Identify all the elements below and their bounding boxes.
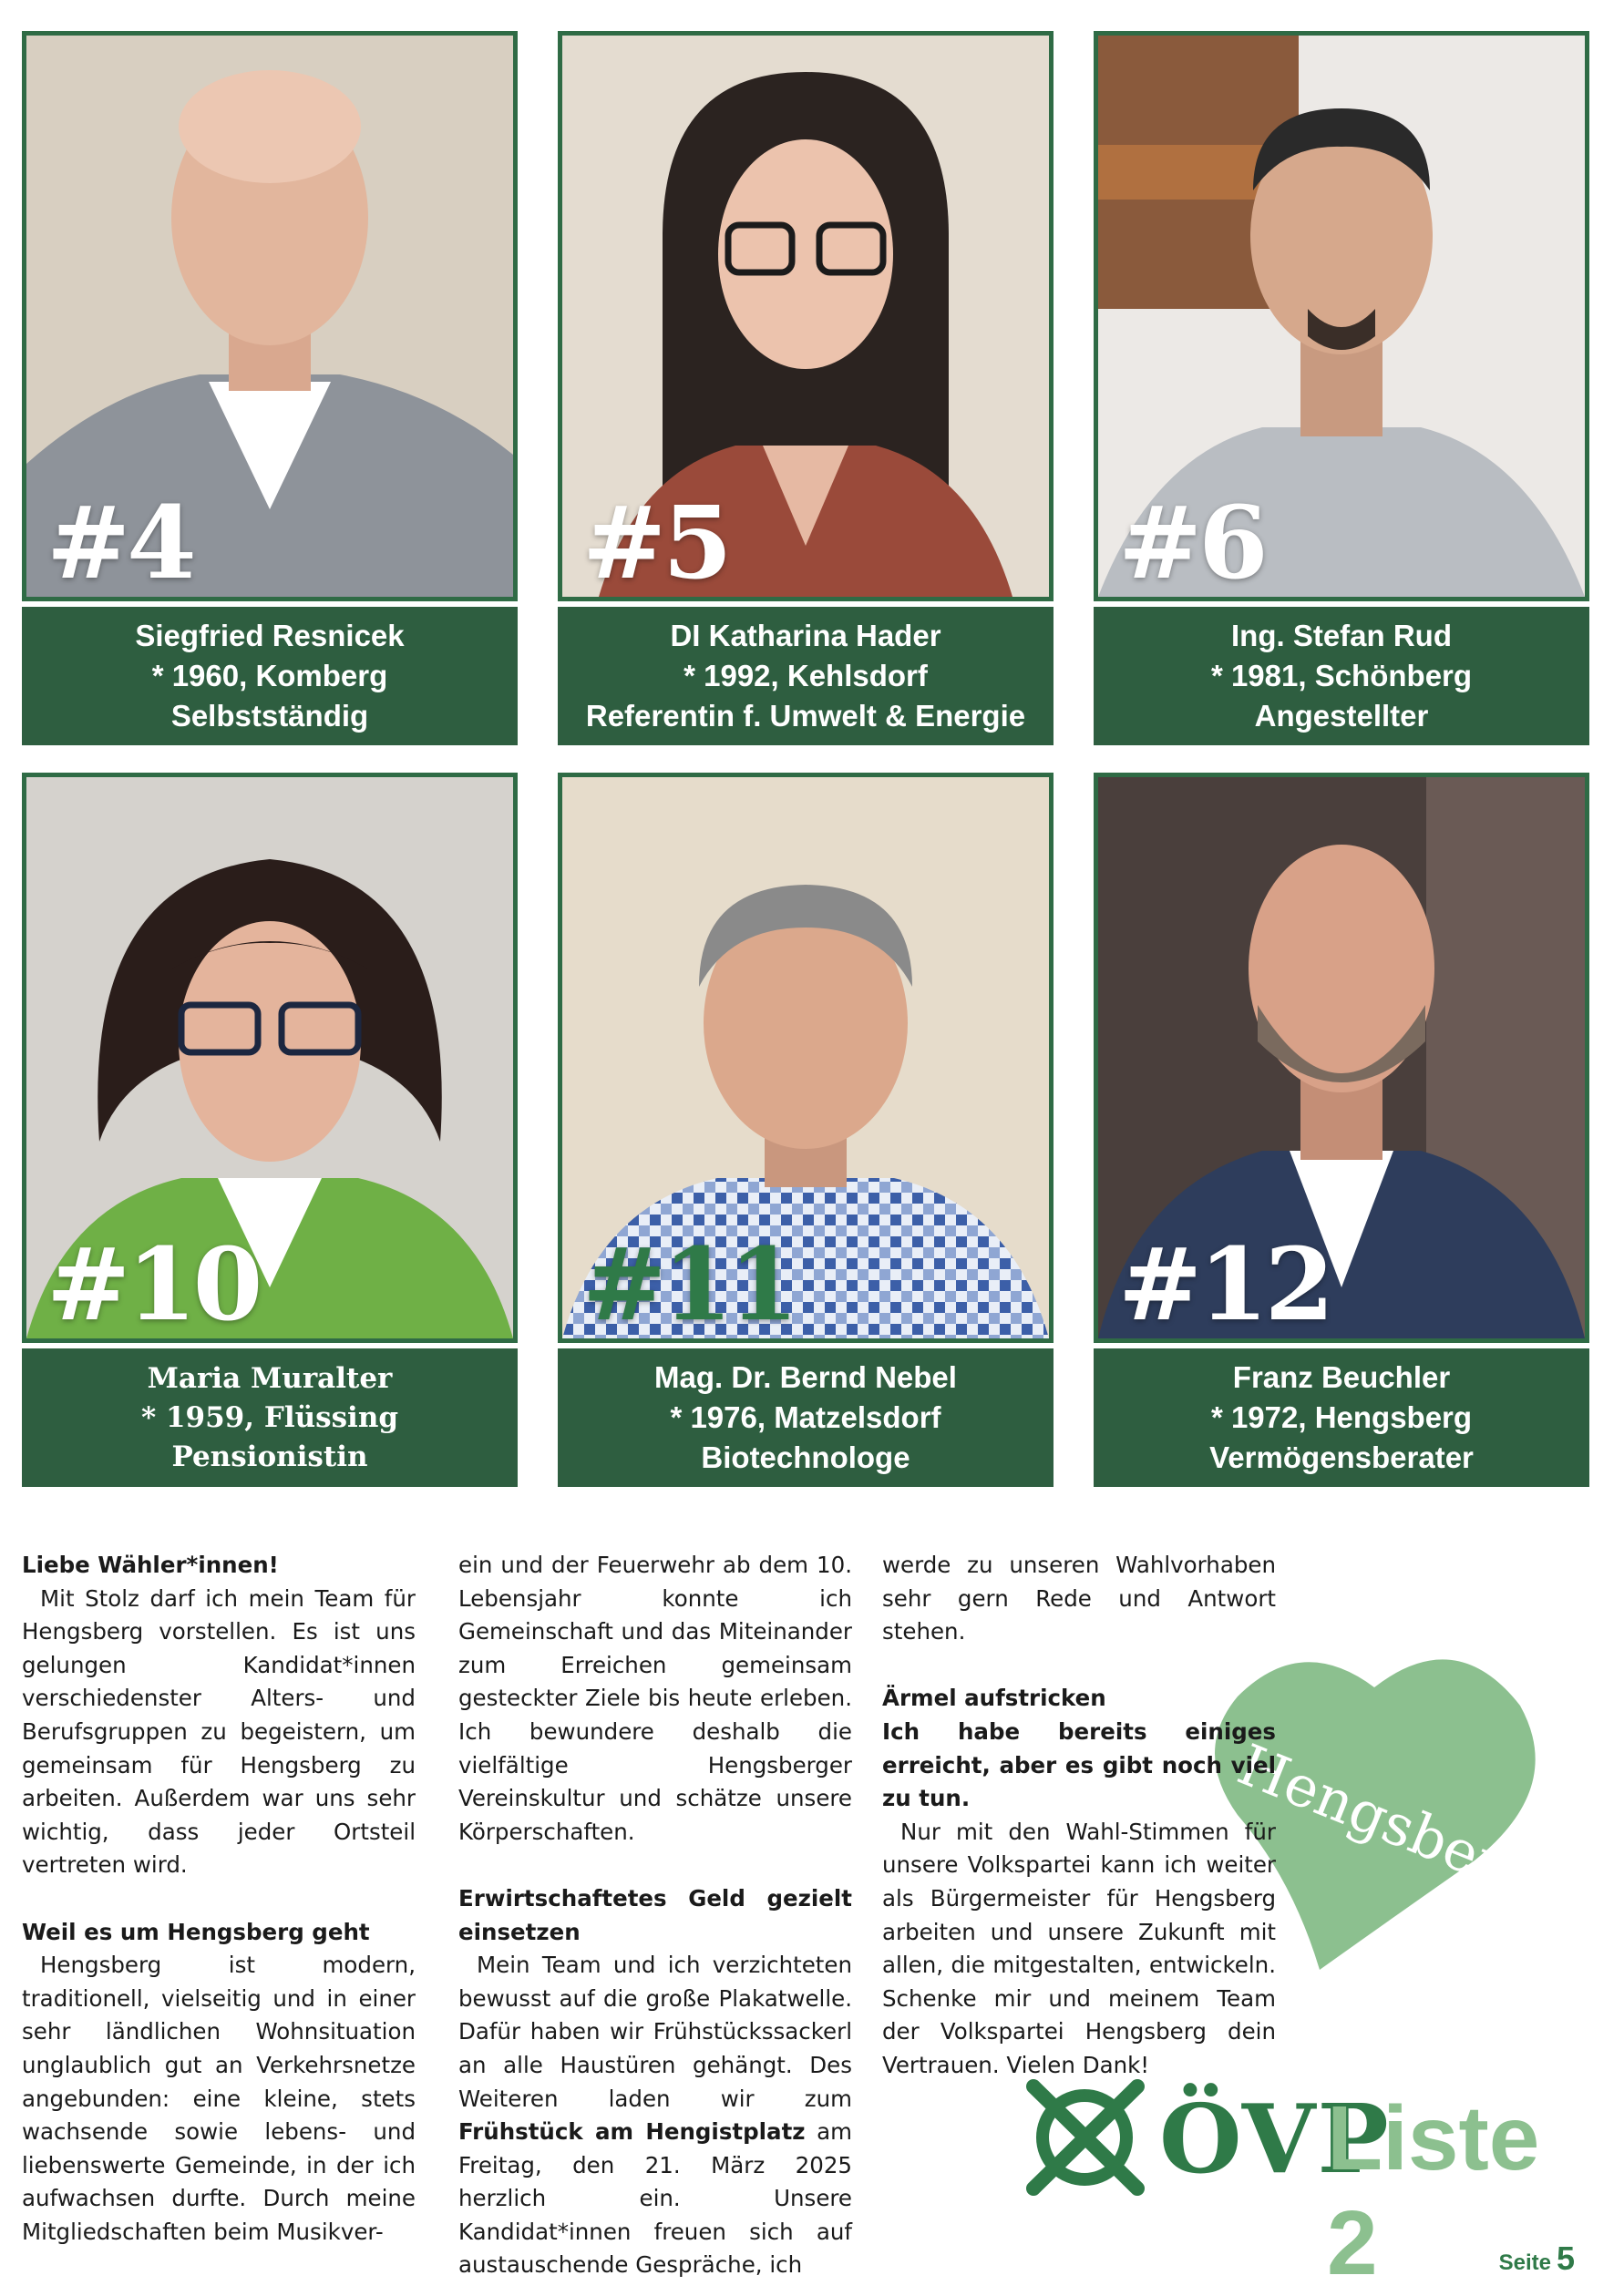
ballot-cross-icon [1023,2077,1150,2196]
candidate-caption [22,1348,518,1487]
letter-paragraph: werde zu unseren Wahlvorhaben sehr gern Rede und Antwort stehen. [882,1552,1276,1645]
list-number: #12 [1118,1225,1331,1343]
candidate-job: Selbstständig [170,699,369,733]
candidate-caption [558,1348,1054,1487]
candidate-photo [22,773,518,1343]
candidate-name: Franz Beuchler [1232,1360,1451,1394]
letter-column-2 [458,1549,852,2282]
list-number: #6 [1118,484,1265,601]
candidate-job: Pensionistin [171,1440,368,1473]
letter-heading: Erwirtschaftetes Geld gezielt einsetzen [458,1884,852,1945]
candidate-born: * 1959, Flüssing [140,1400,399,1434]
candidate-name: Mag. Dr. Bernd Nebel [654,1360,957,1394]
letter-column-1 [22,1549,416,2249]
letter-greeting: Liebe Wähler*innen! [22,1552,279,1578]
list-number: #5 [582,484,729,601]
party-name: ÖVP [1159,2083,1391,2195]
candidate-born: * 1976, Matzelsdorf [670,1400,941,1434]
letter-paragraph: Hengsberg ist modern, traditionell, vielseitig und in einer sehr ländlichen Wohnsituation unglaublich gut an Verkehrsnetze angebunden: eine kleine, stets wachsende sowie lebens- und liebenswerte Gemeinde, in der ich aufwachsen durfte. Durch meine Mitgliedschaften beim Musikver- [22,1952,416,2245]
page-number [1499,2240,1575,2278]
letter-paragraph: Nur mit den Wahl-Stimmen für unsere Volkspartei kann ich weiter als Bürgermeister für Hengsberg arbeiten und unsere Zukunft mit allen, die mitgestalten, entwickeln. Schenke mir und meinem Team der Volkspartei Hengsberg dein Vertrauen. Vielen Dank! [882,1818,1276,2078]
list-number: #10 [46,1225,260,1343]
candidate-photo [1094,31,1589,601]
candidate-caption [558,607,1054,745]
list-number: #4 [46,484,193,601]
candidate-photo [22,31,518,601]
candidate-name: Siegfried Resnicek [135,619,405,652]
letter-paragraph: ein und der Feuerwehr ab dem 10. Lebensjahr konnte ich Gemeinschaft und das Miteinander zum Erreichen gemeinsam gesteckter Ziele bis heute erleben. Ich bewundere deshalb die vielfältige Hengsberger Vereinskultur und schätze unsere Körperschaften. [458,1552,852,1845]
letter-text: Mein Team und ich verzichteten bewusst auf die große Plakatwelle. Dafür haben wir Frühstückssackerl an alle Haustüren gehängt. Des Weiteren laden wir zum [458,1952,852,2112]
candidate-born: * 1992, Kehlsdorf [684,659,928,692]
letter-heading: Ich habe bereits einiges erreicht, aber es gibt noch viel zu tun. [882,1717,1276,1812]
candidate-name: Ing. Stefan Rud [1231,619,1452,652]
page-label: Seite [1498,2250,1551,2275]
list-number: #11 [582,1225,796,1343]
candidate-name: Maria Muralter [147,1361,393,1395]
heart-label: Hengsberg [1228,1731,1548,1912]
candidate-job: Vermögensberater [1209,1440,1474,1474]
letter-paragraph: Mit Stolz darf ich mein Team für Hengsberg vorstellen. Es ist uns gelungen Kandidat*innen verschiedenster Alters- und Berufsgruppen zu begeistern, um gemeinsam für Hengsberg zu arbeiten. Außerdem war uns sehr wichtig, dass jeder Ortsteil vertreten wird. [22,1584,416,1879]
letter-column-3 [882,1549,1276,2083]
letter-paragraph [458,1949,852,2282]
candidate-born: * 1981, Schönberg [1210,659,1473,692]
candidate-caption [1094,1348,1589,1487]
candidate-born: * 1972, Hengsberg [1210,1400,1473,1434]
candidate-born: * 1960, Komberg [151,659,388,692]
candidate-caption [1094,607,1589,745]
candidate-photo [558,773,1054,1343]
letter-text: am Freitag, den 21. März 2025 herzlich ein. Unsere Kandidat*innen freuen sich auf austauschende Gespräche, ich [458,2118,852,2279]
list-label: Liste 2 [1327,2087,1540,2294]
candidate-photo [1094,773,1589,1343]
candidate-job: Angestellter [1254,699,1429,733]
candidate-caption [22,607,518,745]
letter-heading: Ärmel aufstricken [882,1685,1106,1712]
candidate-job: Referentin f. Umwelt & Energie [585,699,1026,733]
letter-heading: Weil es um Hengsberg geht [22,1918,370,1945]
candidate-name: DI Katharina Hader [670,619,941,652]
page-value: 5 [1556,2240,1575,2277]
candidate-photo [558,31,1054,601]
letter-bold-text: Frühstück am Hengistplatz [458,2118,806,2146]
candidate-job: Biotechnologe [701,1440,910,1474]
